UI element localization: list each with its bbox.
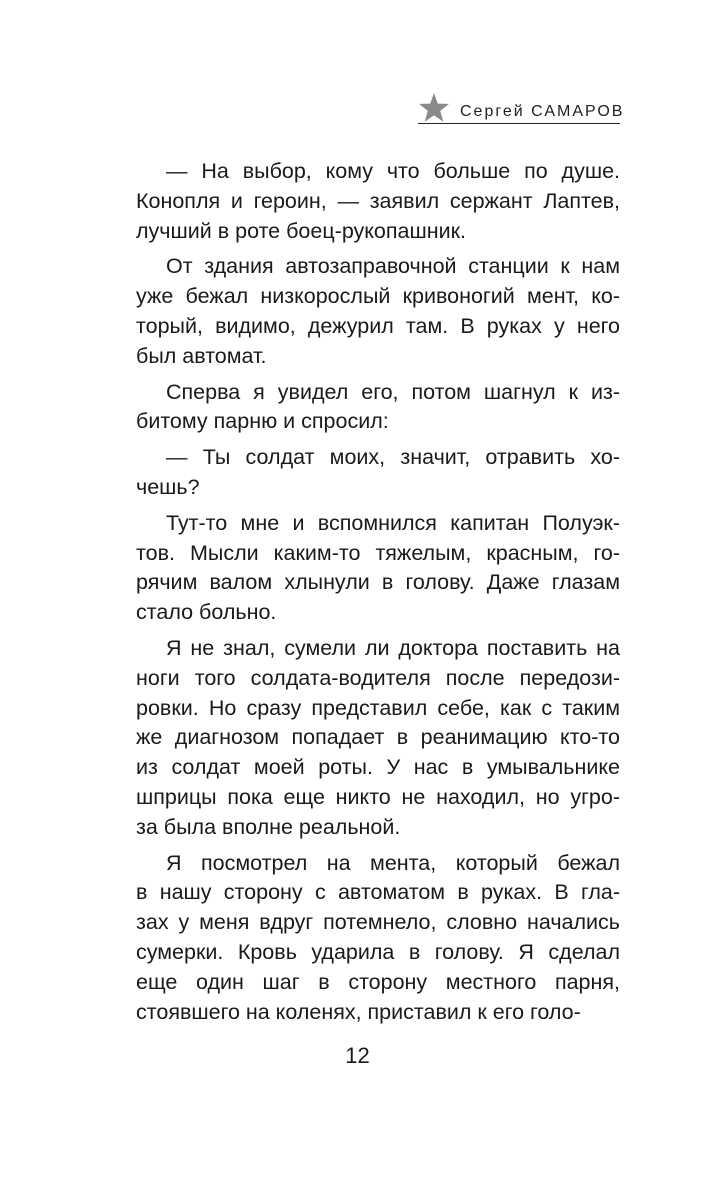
author-name: Сергей САМАРОВ	[460, 103, 625, 120]
paragraph	[136, 378, 620, 438]
text-line: ноги того солдата-водителя после передози-	[136, 665, 620, 690]
text-line: стоявшего на коленях, приставил к его голо-	[136, 999, 581, 1024]
text-line: Сперва я увидел его, потом шагнул к из-	[166, 379, 620, 404]
page-number: 12	[345, 1043, 370, 1068]
paragraph	[136, 157, 620, 246]
text-line: шприцы пока еще никто не находил, но угро-	[136, 784, 620, 809]
text-line: зах у меня вдруг потемнело, словно начались	[136, 910, 620, 935]
running-header	[418, 92, 625, 128]
text-line: торый, видимо, дежурил там. В руках у него	[136, 313, 620, 338]
text-line: за была вполне реальной.	[136, 814, 401, 839]
text-line: Я не знал, сумели ли доктора поставить на	[166, 635, 620, 660]
text-line: в нашу сторону с автоматом в руках. В гла-	[136, 880, 620, 905]
text-line: сумерки. Кровь ударила в голову. Я сделал	[136, 939, 620, 964]
paragraph	[136, 634, 620, 843]
text-line: же диагнозом попадает в реанимацию кто-то	[136, 725, 620, 750]
star-icon	[418, 92, 450, 124]
paragraph	[136, 509, 620, 628]
text-line: — Ты солдат моих, значит, отравить хо-	[166, 445, 620, 470]
text-line: стало больно.	[136, 600, 277, 625]
text-line: ровки. Но сразу представил себе, как с таким	[136, 695, 620, 720]
text-line: лучший в роте боец-рукопашник.	[136, 218, 466, 243]
text-line: рячим валом хлынули в голову. Даже глазам	[136, 570, 620, 595]
text-line: Тут-то мне и вспомнился капитан Полуэк-	[166, 510, 620, 535]
text-line: еще один шаг в сторону местного парня,	[136, 969, 620, 994]
text-line: Я посмотрел на мента, который бежал	[166, 850, 620, 875]
text-line: уже бежал низкорослый кривоногий мент, ко-	[136, 284, 620, 309]
header-rule	[418, 123, 620, 124]
paragraph	[136, 849, 620, 1028]
text-line: битому парню и спросил:	[136, 409, 389, 434]
text-line: От здания автозаправочной станции к нам	[166, 254, 620, 279]
paragraph	[136, 252, 620, 371]
text-line: Конопля и героин, — заявил сержант Лаптев,	[136, 188, 620, 213]
body-text	[136, 157, 620, 1033]
text-line: чешь?	[136, 474, 200, 499]
text-line: был автомат.	[136, 343, 267, 368]
text-line: — На выбор, кому что больше по душе.	[166, 159, 620, 183]
paragraph	[136, 443, 620, 503]
text-line: тов. Мысли каким-то тяжелым, красным, го-	[136, 540, 620, 565]
text-line: из солдат моей роты. У нас в умывальнике	[136, 755, 620, 780]
